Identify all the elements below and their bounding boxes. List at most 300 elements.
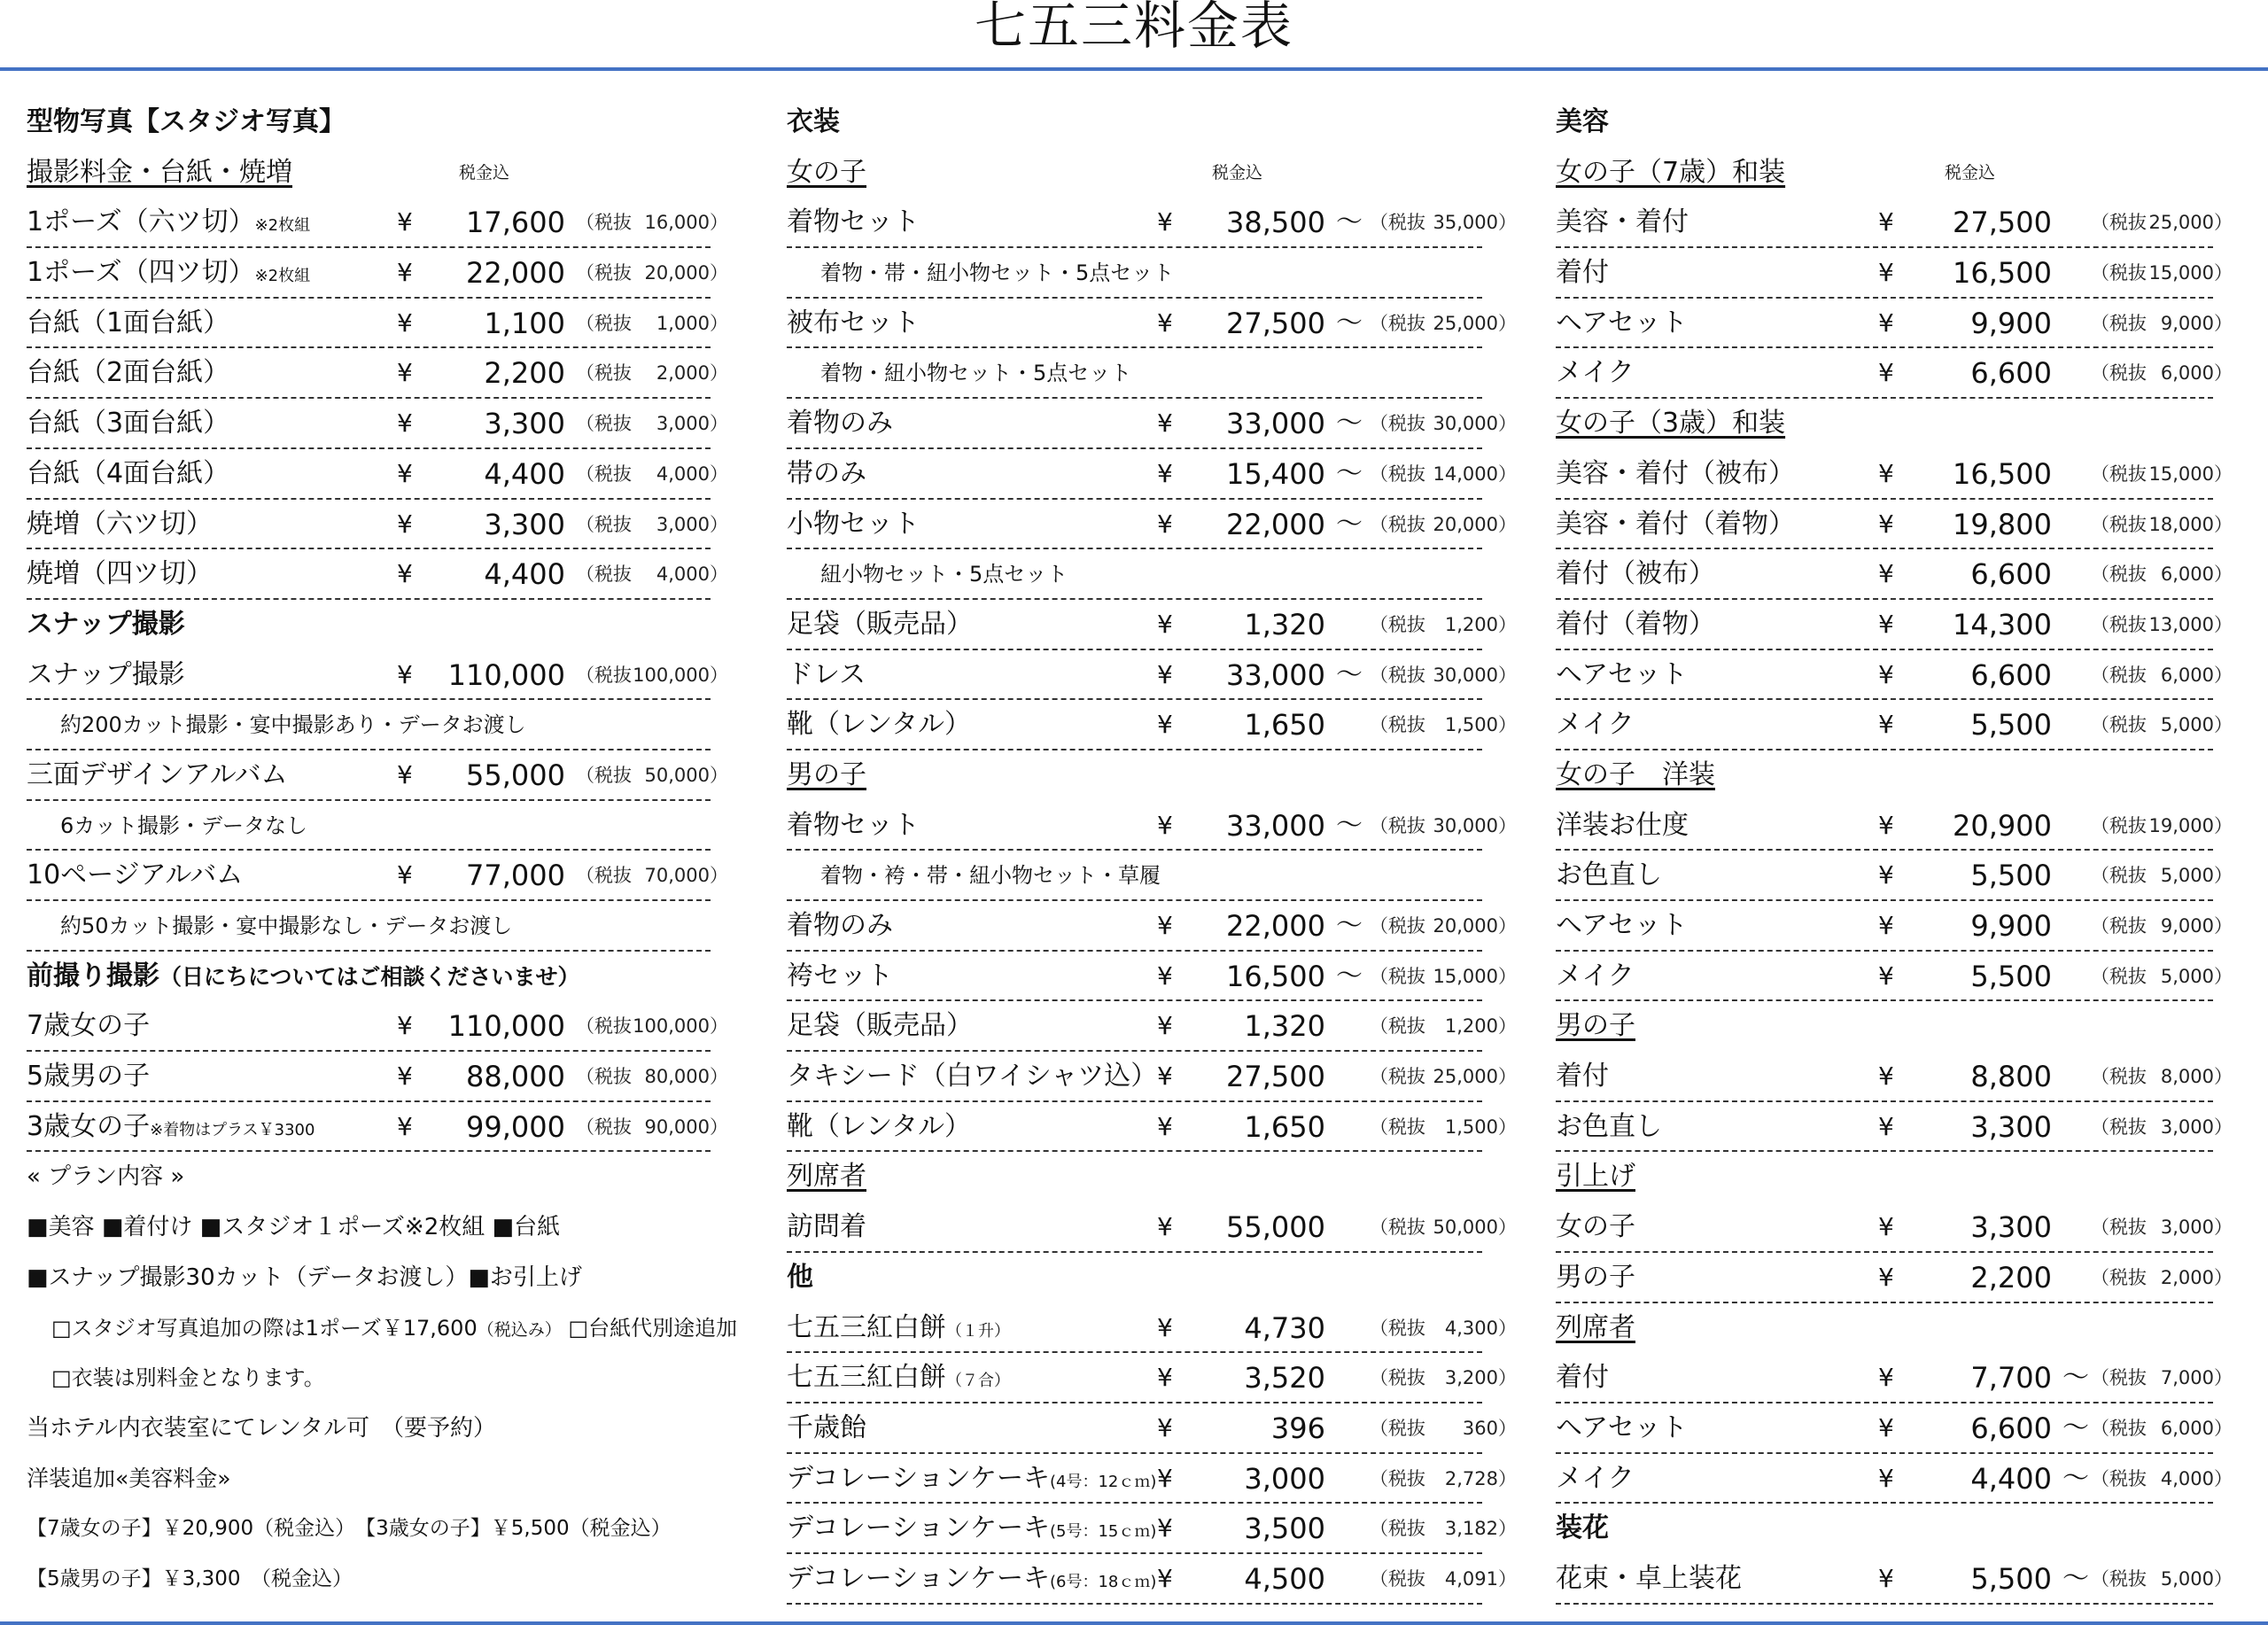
page-title: 七五三料金表 (974, 0, 1293, 56)
tax-ex-prefix: （税抜 (2091, 1217, 2147, 1239)
tax-ex-value: 2,000 (2160, 1266, 2214, 1288)
price-tax-ex (576, 248, 728, 298)
plan-note (51, 1303, 737, 1355)
yen-sign: ¥ (1878, 710, 1894, 740)
yen-sign: ¥ (397, 759, 413, 789)
price-tax-ex (576, 750, 728, 800)
price-row (787, 1303, 1517, 1354)
price-tax-in: 17,600 (466, 206, 565, 240)
yen-sign: ¥ (397, 207, 413, 237)
price-tax-in: 27,500 (1226, 1060, 1325, 1094)
price-tax-ex (2091, 449, 2233, 499)
price-row (787, 1202, 1517, 1253)
item-description: 6カット撮影・データなし (60, 812, 308, 838)
guest-beauty-list (1556, 1353, 2233, 1504)
item-name: 10ページアルバム (27, 859, 244, 891)
item-name: 訪問着 (787, 1211, 866, 1243)
item-label (1556, 1554, 1742, 1604)
section-heading: 装花 (1556, 1512, 1609, 1544)
item-name: 5歳男の子 (27, 1061, 151, 1092)
tax-ex-value: 9,000 (2160, 915, 2214, 937)
plan-line: ■スナップ撮影30カット（データお渡し）■お引上げ (27, 1263, 582, 1291)
item-label (27, 348, 229, 398)
price-tax-ex (1370, 650, 1517, 700)
price-row (1556, 901, 2233, 952)
girl3-beauty-list (1556, 449, 2233, 750)
price-tax-in: 33,000 (1226, 657, 1325, 692)
price-from-mark: ～ (1336, 508, 1363, 540)
tax-ex-prefix: （税抜 (2091, 513, 2147, 535)
price-tax-in: 20,900 (1953, 808, 2052, 843)
tax-ex-prefix: （税抜 (2091, 212, 2147, 234)
price-row (1556, 1202, 2233, 1253)
item-name: 袴セット (787, 960, 893, 991)
yen-sign: ¥ (1157, 207, 1173, 237)
tax-ex-prefix: （税抜 (1370, 312, 1425, 334)
tax-ex-suffix: ） (710, 1066, 728, 1088)
price-from-mark: ～ (2062, 1462, 2089, 1494)
price-tax-in: 5,500 (1970, 959, 2052, 993)
price-tax-ex (576, 851, 728, 900)
tax-ex-value: 18,000 (2148, 513, 2214, 535)
tax-ex-prefix: （税抜 (2091, 1567, 2147, 1590)
price-row (787, 1353, 1517, 1403)
item-name: 美容・着付（着物） (1556, 508, 1795, 540)
tax-ex-suffix: ） (710, 413, 728, 435)
item-label (787, 1303, 1010, 1357)
tax-ex-prefix: （税抜 (576, 865, 632, 887)
price-tax-ex (2091, 299, 2233, 348)
tax-ex-suffix: ） (2214, 814, 2233, 836)
tax-ex-suffix: ） (2214, 564, 2233, 586)
price-row (27, 750, 728, 801)
yen-sign: ¥ (1878, 860, 1894, 890)
yen-sign: ¥ (1157, 1011, 1173, 1041)
tax-ex-prefix: （税抜 (576, 463, 632, 485)
tax-ex-suffix: ） (1498, 1066, 1517, 1088)
tax-ex-suffix: ） (2214, 1367, 2233, 1389)
price-tax-ex (1370, 1303, 1517, 1353)
tax-ex-prefix: （税抜 (576, 764, 632, 786)
tax-ex-suffix: ） (710, 312, 728, 334)
yen-sign: ¥ (397, 509, 413, 539)
item-label (27, 549, 213, 599)
item-label (27, 248, 310, 301)
yen-sign: ¥ (1878, 1463, 1894, 1493)
item-label (787, 1454, 1156, 1507)
yen-sign: ¥ (1878, 960, 1894, 991)
price-row (787, 399, 1517, 449)
yen-sign: ¥ (1157, 458, 1173, 488)
yen-sign: ¥ (1878, 258, 1894, 288)
tax-ex-value: 6,000 (2160, 362, 2214, 385)
item-description: 着物・紐小物セット・5点セット (820, 361, 1132, 386)
item-label (27, 1052, 150, 1101)
tax-ex-value: 50,000 (644, 764, 710, 786)
price-row (1556, 449, 2233, 500)
desc-row (27, 700, 711, 750)
price-tax-in: 4,400 (1970, 1461, 2052, 1496)
price-tax-ex (1370, 399, 1517, 448)
price-tax-ex (1370, 1202, 1517, 1252)
item-name: 着物のみ (787, 910, 893, 941)
tax-ex-value: 20,000 (644, 262, 710, 284)
item-label (27, 650, 185, 700)
tax-ex-prefix: （税抜 (576, 564, 632, 586)
price-tax-in: 3,300 (484, 407, 565, 441)
tax-ex-prefix: （税抜 (1370, 212, 1425, 234)
item-label (1556, 1052, 1609, 1101)
sub-heading: 女の子（7歳）和装 (1556, 156, 1786, 188)
price-from-mark: ～ (1336, 910, 1363, 941)
tax-ex-suffix: ） (1498, 814, 1517, 836)
price-row (787, 901, 1517, 952)
price-tax-in: 4,400 (484, 456, 565, 491)
tax-ex-prefix: （税抜 (576, 664, 632, 686)
yen-sign: ¥ (397, 358, 413, 388)
western-line: 【5歳男の子】￥3,300 （税金込） (27, 1567, 353, 1590)
price-tax-ex (576, 500, 728, 549)
desc-row (787, 348, 1482, 399)
tax-ex-suffix: ） (1498, 513, 1517, 535)
item-name: メイク (1556, 357, 1635, 389)
tax-ex-value: 6,000 (2160, 664, 2214, 686)
tax-ex-value: 25,000 (1433, 312, 1498, 334)
yen-sign: ¥ (397, 1111, 413, 1141)
item-name: 女の子 (1556, 1211, 1635, 1243)
price-row (1556, 500, 2233, 550)
tax-ex-prefix: （税抜 (2091, 1417, 2147, 1439)
plan-note: □衣装は別料金となります。 (51, 1365, 325, 1391)
girl-costume-list (787, 198, 1517, 750)
item-name: デコレーションケーキ (787, 1462, 1050, 1494)
item-name: 台紙（4面台紙） (27, 457, 230, 489)
price-row (27, 1052, 728, 1102)
item-label (27, 851, 243, 900)
item-name: 靴（レンタル） (787, 709, 972, 741)
price-tax-ex (2091, 549, 2233, 599)
item-name: 着付（被布） (1556, 558, 1715, 590)
yen-sign: ¥ (1157, 659, 1173, 689)
price-row (787, 1403, 1517, 1454)
item-name: ヘアセット (1556, 1411, 1688, 1443)
price-row (787, 1052, 1517, 1102)
price-row (1556, 1353, 2233, 1403)
western-line: 【7歳女の子】￥20,900（税金込） 【3歳女の子】￥5,500（税金込） (27, 1517, 672, 1541)
item-label (787, 650, 866, 700)
tax-ex-value: 70,000 (644, 865, 710, 887)
item-label (787, 1504, 1156, 1557)
tax-ex-suffix: ） (2214, 1116, 2233, 1138)
western-heading: 洋装追加«美容料金» (27, 1465, 231, 1491)
price-row (1556, 348, 2233, 399)
tax-ex-prefix: （税抜 (1370, 1417, 1425, 1439)
price-from-mark: ～ (2062, 1562, 2089, 1594)
yen-sign: ¥ (1157, 960, 1173, 991)
item-name: 被布セット (787, 307, 920, 338)
price-tax-ex (576, 1102, 728, 1152)
tax-ex-value: 5,000 (2160, 1567, 2214, 1590)
tax-ex-prefix: （税抜 (2091, 1467, 2147, 1489)
price-row (1556, 198, 2233, 248)
item-label (787, 399, 893, 448)
item-label (1556, 851, 1662, 900)
item-label (1556, 549, 1715, 599)
tax-ex-suffix: ） (1498, 1567, 1517, 1590)
item-label (787, 952, 893, 1001)
item-name: ヘアセット (1556, 658, 1688, 690)
tax-ex-prefix: （税抜 (576, 262, 632, 284)
price-from-mark: ～ (1336, 960, 1363, 991)
price-tax-ex (2091, 248, 2233, 298)
tax-ex-suffix: ） (2214, 664, 2233, 686)
price-tax-in: 33,000 (1226, 808, 1325, 843)
yen-sign: ¥ (1157, 1061, 1173, 1092)
price-tax-in: 2,200 (484, 356, 565, 391)
price-tax-ex (2091, 851, 2233, 900)
item-label (1556, 1253, 1635, 1302)
item-label (787, 1554, 1156, 1607)
price-tax-in: 1,650 (1244, 708, 1325, 743)
item-label (27, 399, 229, 448)
tax-ex-suffix: ） (1498, 312, 1517, 334)
item-label (787, 1001, 973, 1051)
desc-row (787, 851, 1482, 901)
item-note: (4号：12ｃｍ) (1050, 1472, 1157, 1491)
item-name: メイク (1556, 1462, 1635, 1494)
tax-ex-prefix: （税抜 (576, 362, 632, 385)
item-label (787, 1202, 866, 1252)
item-note: ※2枚組 (254, 216, 311, 236)
yen-sign: ¥ (1157, 710, 1173, 740)
plan-line: ■美容 ■着付け ■スタジオ１ポーズ※2枚組 ■台紙 (27, 1214, 561, 1241)
price-tax-in: 1,100 (484, 306, 565, 340)
pre-shoot-title: 前撮り撮影 (27, 960, 159, 991)
beauty-column (1556, 97, 2233, 1605)
plan-note-tax: （税込み） (477, 1319, 562, 1340)
item-note: (5号：15ｃｍ) (1050, 1522, 1157, 1542)
price-tax-in: 3,500 (1244, 1512, 1325, 1546)
price-row (787, 1102, 1517, 1153)
price-tax-ex (576, 299, 728, 348)
price-tax-in: 22,000 (1226, 507, 1325, 541)
tax-ex-value: 2,728 (1444, 1467, 1498, 1489)
item-label (27, 299, 229, 348)
price-row (1556, 952, 2233, 1002)
tax-ex-suffix: ） (2214, 613, 2233, 635)
tax-ex-suffix: ） (710, 1116, 728, 1138)
pre-shoot-note: （日にちについてはご相談くださいませ） (159, 963, 580, 990)
plan-heading: « プラン内容 » (27, 1163, 185, 1191)
price-tax-in: 27,500 (1953, 206, 2052, 240)
price-tax-ex (1370, 1102, 1517, 1152)
price-tax-in: 3,000 (1244, 1461, 1325, 1496)
tax-ex-suffix: ） (710, 764, 728, 786)
price-tax-in: 55,000 (466, 758, 565, 792)
yen-sign: ¥ (1878, 1212, 1894, 1242)
price-row (1556, 248, 2233, 299)
price-tax-in: 6,600 (1970, 657, 2052, 692)
price-row (787, 1504, 1517, 1554)
price-row (1556, 549, 2233, 600)
price-from-mark: ～ (2062, 1362, 2089, 1394)
price-tax-in: 2,200 (1970, 1260, 2052, 1295)
item-label (1556, 1202, 1635, 1252)
price-tax-ex (1370, 1554, 1517, 1604)
tax-ex-value: 1,500 (1444, 1116, 1498, 1138)
yen-sign: ¥ (1157, 1513, 1173, 1543)
tax-ex-prefix: （税抜 (2091, 714, 2147, 736)
desc-row (787, 549, 1482, 600)
tax-ex-value: 5,000 (2160, 714, 2214, 736)
price-row (787, 198, 1517, 248)
tax-ex-prefix: （税抜 (1370, 714, 1425, 736)
price-tax-ex (2091, 198, 2233, 247)
sub-heading: 男の子 (1556, 1010, 1635, 1042)
tax-ex-value: 14,000 (1433, 463, 1498, 485)
price-tax-in: 3,300 (1970, 1109, 2052, 1144)
price-tax-in: 1,650 (1244, 1109, 1325, 1144)
price-tax-in: 8,800 (1970, 1060, 2052, 1094)
item-label (787, 600, 973, 649)
yen-sign: ¥ (1157, 1412, 1173, 1442)
price-row (787, 500, 1517, 550)
tax-ex-prefix: （税抜 (1370, 1066, 1425, 1088)
price-row (1556, 1403, 2233, 1454)
price-row (1556, 600, 2233, 650)
tax-ex-suffix: ） (2214, 463, 2233, 485)
price-tax-ex (2091, 1454, 2233, 1504)
price-tax-in: 4,500 (1244, 1561, 1325, 1596)
costume-column (787, 97, 1517, 1605)
price-row (27, 198, 728, 248)
item-label (27, 500, 213, 549)
price-tax-ex (576, 198, 728, 247)
tax-included-label: 税金込 (1212, 162, 1263, 183)
item-name: 着付 (1556, 257, 1609, 289)
price-tax-in: 16,500 (1953, 256, 2052, 291)
tax-ex-value: 16,000 (644, 212, 710, 234)
price-tax-in: 1,320 (1244, 607, 1325, 641)
price-row (1556, 1454, 2233, 1504)
tax-ex-value: 30,000 (1433, 814, 1498, 836)
price-tax-ex (576, 1001, 728, 1051)
tax-ex-value: 20,000 (1433, 915, 1498, 937)
tax-ex-prefix: （税抜 (2091, 1266, 2147, 1288)
price-tax-in: 6,600 (1970, 356, 2052, 391)
tax-ex-suffix: ） (2214, 1567, 2233, 1590)
tax-ex-prefix: （税抜 (2091, 312, 2147, 334)
tax-ex-value: 3,000 (656, 513, 710, 535)
price-tax-ex (1370, 1504, 1517, 1553)
tax-ex-prefix: （税抜 (2091, 664, 2147, 686)
item-description: 着物・袴・帯・紐小物セット・草履 (820, 863, 1161, 889)
item-label (1556, 650, 1688, 700)
item-name: 三面デザインアルバム (27, 758, 288, 790)
section-heading: 衣装 (787, 106, 840, 137)
price-row (1556, 650, 2233, 701)
price-tax-in: 9,900 (1970, 306, 2052, 340)
item-name: スナップ撮影 (27, 658, 185, 690)
yen-sign: ¥ (1878, 458, 1894, 488)
item-label (1556, 500, 1795, 549)
item-name: 足袋（販売品） (787, 1010, 973, 1042)
plan-note-text: □台紙代別途追加 (568, 1315, 738, 1341)
price-row (1556, 1102, 2233, 1153)
tax-ex-suffix: ） (1498, 1217, 1517, 1239)
tax-ex-value: 15,000 (1433, 965, 1498, 987)
tax-ex-suffix: ） (2214, 714, 2233, 736)
tax-ex-value: 6,000 (2160, 564, 2214, 586)
yen-sign: ¥ (1157, 911, 1173, 940)
price-tax-ex (2091, 348, 2233, 398)
desc-row (27, 901, 711, 952)
tax-ex-prefix: （税抜 (576, 413, 632, 435)
tax-ex-prefix: （税抜 (1370, 613, 1425, 635)
tax-ex-prefix: （税抜 (2091, 463, 2147, 485)
price-row (787, 650, 1517, 701)
price-tax-ex (1370, 600, 1517, 649)
tax-ex-prefix: （税抜 (1370, 814, 1425, 836)
item-label (787, 1403, 866, 1453)
tax-ex-suffix: ） (2214, 965, 2233, 987)
item-name: 美容・着付（被布） (1556, 457, 1795, 489)
section-heading: 美容 (1556, 106, 1609, 137)
sub-heading: 列席者 (1556, 1311, 1635, 1343)
tax-ex-prefix: （税抜 (1370, 513, 1425, 535)
price-tax-ex (2091, 1102, 2233, 1152)
price-tax-in: 110,000 (447, 657, 565, 692)
price-tax-in: 14,300 (1953, 607, 2052, 641)
price-tax-in: 38,500 (1226, 206, 1325, 240)
yen-sign: ¥ (1157, 307, 1173, 338)
price-tax-ex (1370, 449, 1517, 499)
tax-ex-value: 1,000 (656, 312, 710, 334)
price-tax-ex (2091, 1554, 2233, 1604)
tax-ex-prefix: （税抜 (2091, 613, 2147, 635)
price-tax-in: 16,500 (1226, 959, 1325, 993)
tax-ex-value: 4,000 (656, 463, 710, 485)
item-name: 台紙（3面台紙） (27, 408, 230, 439)
price-tax-in: 5,500 (1970, 708, 2052, 743)
price-row (787, 1554, 1517, 1605)
tax-ex-prefix: （税抜 (2091, 1116, 2147, 1138)
price-row (1556, 1052, 2233, 1102)
item-label (787, 1353, 1010, 1406)
price-tax-ex (1370, 1454, 1517, 1504)
tax-ex-prefix: （税抜 (1370, 1217, 1425, 1239)
price-tax-in: 1,320 (1244, 1009, 1325, 1044)
item-label (1556, 1454, 1635, 1504)
tax-ex-prefix: （税抜 (2091, 1066, 2147, 1088)
item-label (1556, 1353, 1609, 1403)
tax-ex-value: 90,000 (644, 1116, 710, 1138)
tax-included-label: 税金込 (459, 162, 510, 183)
tax-ex-suffix: ） (1498, 1317, 1517, 1339)
item-name: ドレス (787, 658, 866, 690)
price-tax-ex (2091, 700, 2233, 750)
tax-ex-suffix: ） (1498, 714, 1517, 736)
tax-ex-suffix: ） (2214, 1217, 2233, 1239)
tax-ex-suffix: ） (1498, 664, 1517, 686)
price-row (27, 449, 728, 500)
price-tax-ex (2091, 1403, 2233, 1453)
tax-ex-suffix: ） (710, 1015, 728, 1038)
bottom-divider (0, 1621, 2268, 1625)
item-name: 美容・着付 (1556, 206, 1689, 238)
rental-note: 当ホテル内衣装室にてレンタル可 （要予約） (27, 1414, 497, 1442)
tax-ex-value: 25,000 (2148, 212, 2214, 234)
